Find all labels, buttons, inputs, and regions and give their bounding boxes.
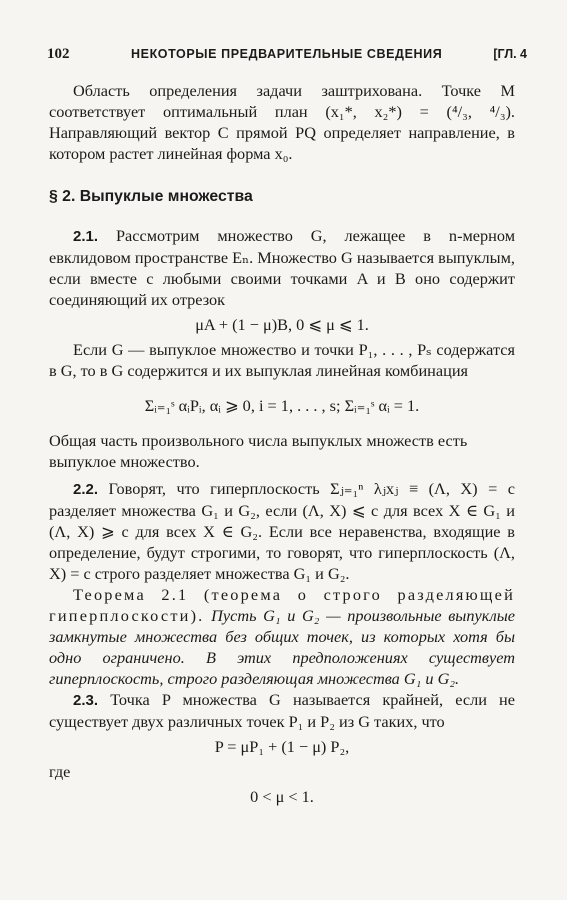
formula-extreme-point: P = μP₁ + (1 − μ) P₂, [214, 737, 350, 756]
paragraph-number: 2.1. [73, 228, 99, 245]
running-title: НЕКОТОРЫЕ ПРЕДВАРИТЕЛЬНЫЕ СВЕДЕНИЯ [131, 47, 443, 61]
paragraph-2-3 [49, 689, 515, 732]
paragraph-2-2 [49, 478, 515, 584]
formula-convex-combination: Σᵢ₌₁ˢ αᵢPᵢ, αᵢ ⩾ 0, i = 1, . . . , s; Σᵢ₌₁ˢ αᵢ = 1. [144, 396, 420, 415]
paragraph-number: 2.3. [73, 692, 99, 709]
where-label: где [49, 762, 71, 781]
section-heading: § 2. Выпуклые множества [49, 188, 253, 205]
running-header [47, 46, 527, 68]
page-number: 102 [47, 46, 70, 62]
theorem-2-1 [49, 584, 515, 689]
paragraph-2-1 [49, 225, 515, 310]
paragraph-2-1-intersection: Общая часть произвольного числа выпуклых множеств есть выпуклое множество. [49, 431, 468, 471]
paragraph-text: Говорят, что гиперплоскость Σⱼ₌₁ⁿ λⱼxⱼ ≡ (Λ, X) = c разделяет множества G₁ и G₂, если (Λ, X) ⩽ c для всех X ∈ G₁ и (Λ, X) ⩾ c для всех X ∈ G₂. Если все неравенства, входящие в определение, будут строгими, то говорят, что гиперплоскость (Λ, X) = c строго разделяет множества G₁ и G₂. [49, 479, 515, 583]
theorem-label: Теорема 2.1 (теорема о строго разделяющей гиперплоскости). [49, 585, 515, 625]
formula-segment: μA + (1 − μ)B, 0 ⩽ μ ⩽ 1. [195, 315, 369, 334]
paragraph-text: Рассмотрим множество G, лежащее в n-мерном евклидовом пространстве Eₙ. Множество G называется выпуклым, если вместе с любыми своими точками A и B оно содержит соединяющий их отрезок [49, 226, 516, 309]
paragraph-text: Точка P множества G называется крайней, если не существует двух различных точек P₁ и P₂ из G таких, что [49, 690, 515, 731]
page-body [49, 80, 515, 811]
theorem-statement: Пусть G₁ и G₂ — произвольные выпуклые замкнутые множества без общих точек, из которых хотя бы одно ограничено. В этих предположениях существует гиперплоскость, строго разделяющая множества G₁ и G₂. [49, 606, 515, 688]
chapter-marker: [ГЛ. 4 [493, 47, 527, 61]
paragraph-number: 2.2. [73, 481, 99, 498]
paragraph-2-1-convex-combination: Если G — выпуклое множество и точки P₁, . . . , Pₛ содержатся в G, то в G содержится и их выпуклая линейная комбинация [49, 340, 515, 380]
formula-mu-range: 0 < μ < 1. [250, 787, 314, 806]
intro-paragraph: Область определения задачи заштрихована. Точке M соответствует оптимальный план (x₁*, x₂*) = (⁴/₃, ⁴/₃). Направляющий вектор C прямой PQ определяет направление, в котором растет линейная форма x₀. [49, 81, 515, 163]
